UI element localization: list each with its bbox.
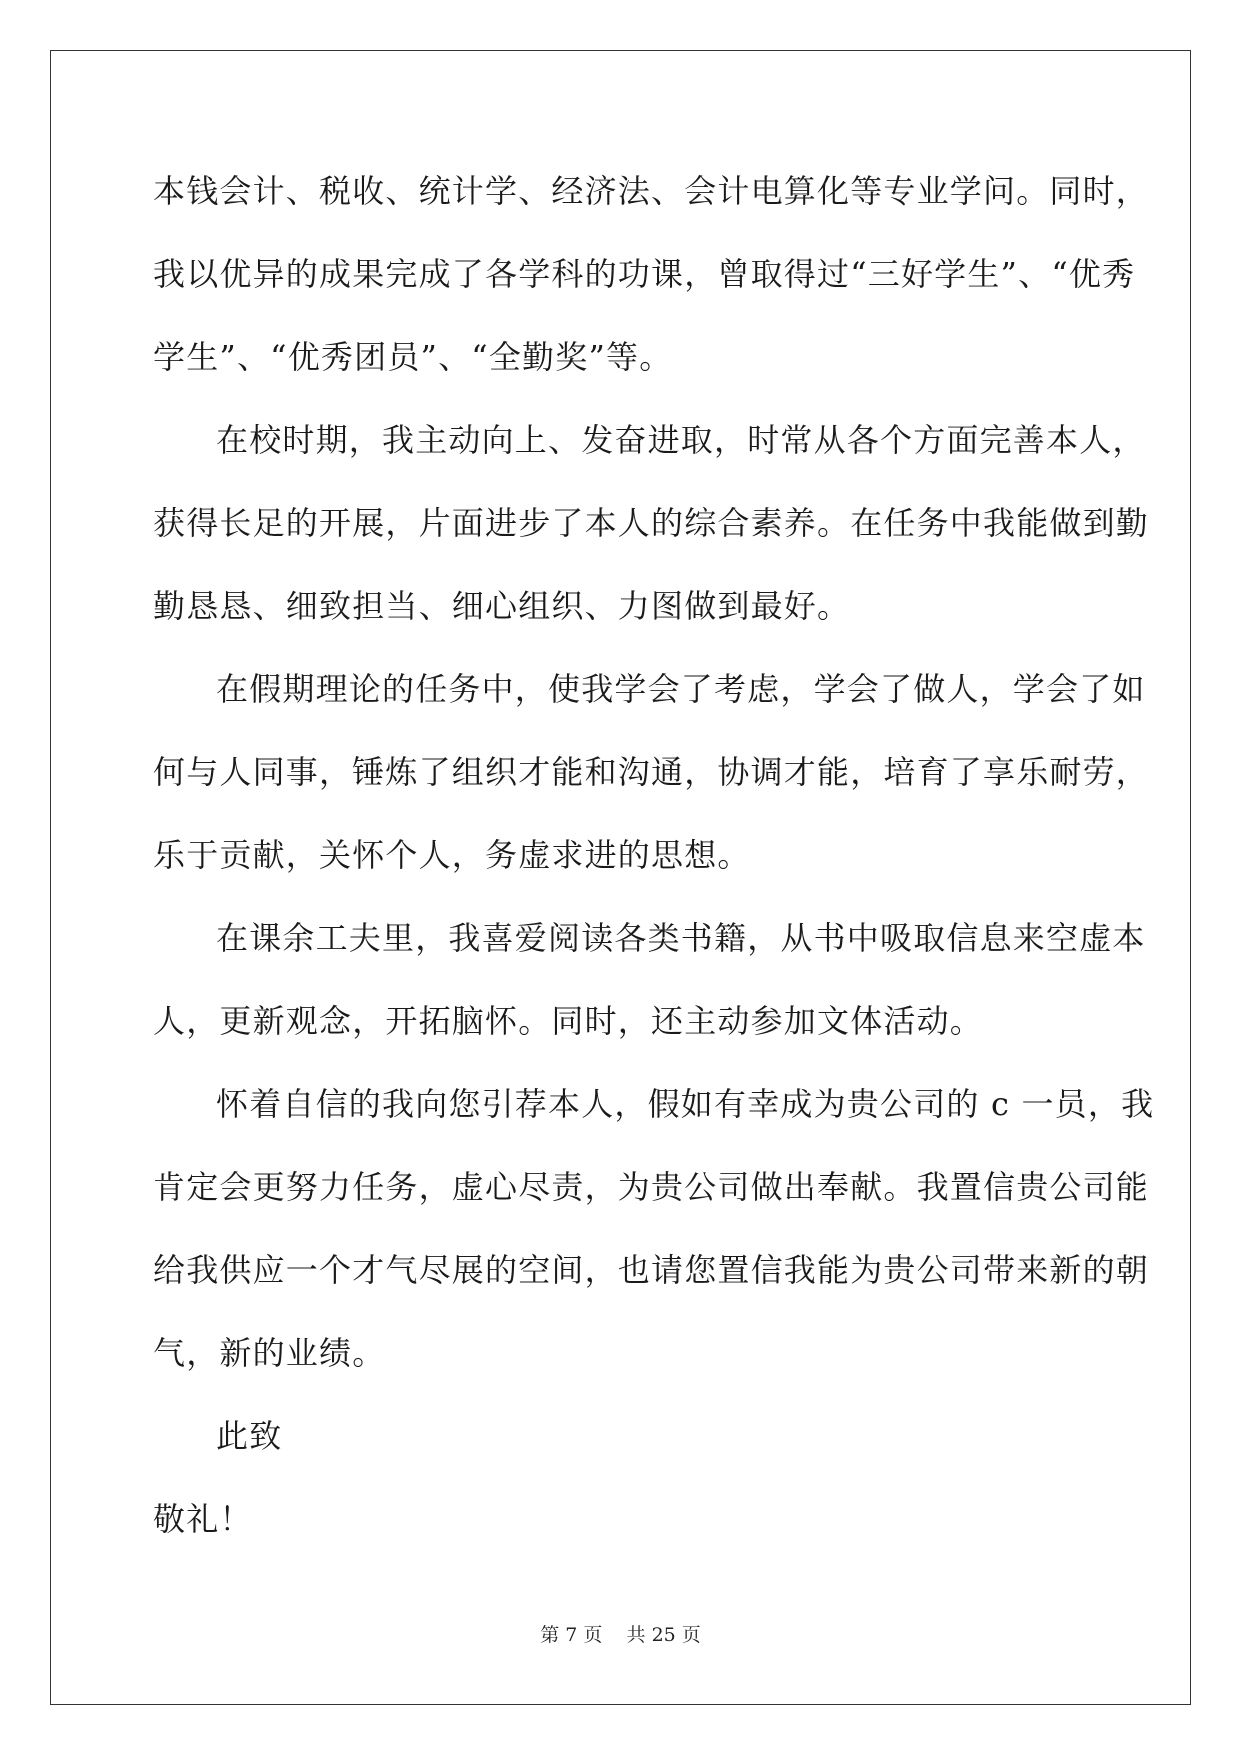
closing-salutation: 此致 bbox=[216, 1417, 283, 1455]
body-text-line: 何与人同事，锤炼了组织才能和沟通，协调才能，培育了享乐耐劳， bbox=[153, 753, 1150, 791]
body-text-line: 肯定会更努力任务，虚心尽责，为贵公司做出奉献。我置信贵公司能 bbox=[153, 1168, 1150, 1206]
paragraph-first-line: 在课余工夫里，我喜爱阅读各类书籍，从书中吸取信息来空虚本 bbox=[216, 919, 1146, 957]
page-border bbox=[50, 50, 1191, 1705]
body-text-line: 本钱会计、税收、统计学、经济法、会计电算化等专业学问。同时， bbox=[153, 172, 1150, 210]
closing-regards: 敬礼！ bbox=[153, 1500, 253, 1538]
paragraph-first-line: 在校时期，我主动向上、发奋进取，时常从各个方面完善本人， bbox=[216, 421, 1146, 459]
body-text-line: 学生”、“优秀团员”、“全勤奖”等。 bbox=[153, 338, 673, 376]
body-text-line: 勤恳恳、细致担当、细心组织、力图做到最好。 bbox=[153, 587, 851, 625]
page-number: 第 7 页 bbox=[540, 1624, 603, 1646]
page-total: 共 25 页 bbox=[626, 1624, 701, 1646]
body-text-line: 乐于贡献，关怀个人，务虚求进的思想。 bbox=[153, 836, 751, 874]
paragraph-first-line: 怀着自信的我向您引荐本人，假如有幸成为贵公司的 c 一员，我 bbox=[216, 1085, 1155, 1123]
body-text-line: 人，更新观念，开拓脑怀。同时，还主动参加文体活动。 bbox=[153, 1002, 984, 1040]
page-footer bbox=[0, 1623, 1241, 1647]
body-text-line: 给我供应一个才气尽展的空间，也请您置信我能为贵公司带来新的朝 bbox=[153, 1251, 1150, 1289]
paragraph-first-line: 在假期理论的任务中，使我学会了考虑，学会了做人，学会了如 bbox=[216, 670, 1146, 708]
body-text-line: 我以优异的成果完成了各学科的功课，曾取得过“三好学生”、“优秀 bbox=[153, 255, 1136, 293]
body-text-line: 获得长足的开展，片面进步了本人的综合素养。在任务中我能做到勤 bbox=[153, 504, 1150, 542]
body-text-line: 气，新的业绩。 bbox=[153, 1334, 386, 1372]
